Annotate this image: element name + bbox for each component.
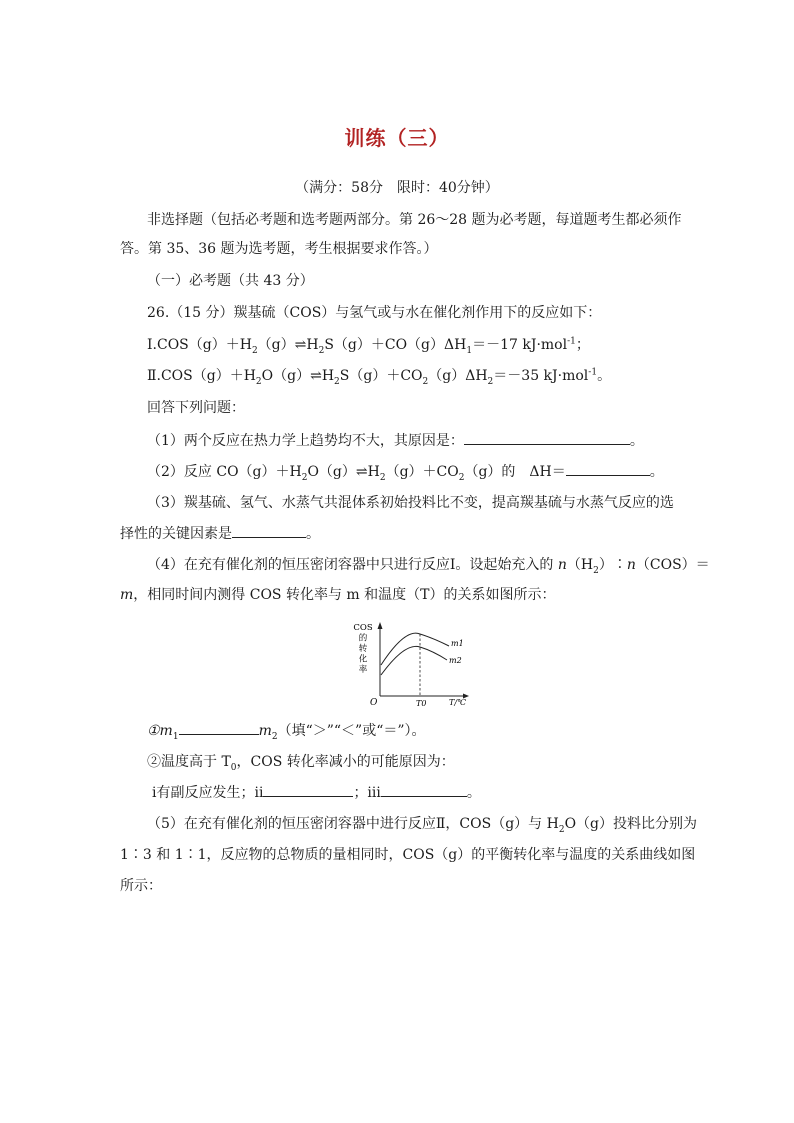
question-4-line-2: m，相同时间内测得 COS 转化率与 m 和温度（T）的关系如图所示： bbox=[120, 587, 556, 603]
answer-blank-4-iii[interactable] bbox=[381, 782, 467, 797]
origin-label: O bbox=[370, 698, 378, 708]
reaction-1: $Ⅰ.COS(g)+H_2(g)\rightleftharpoons H_2S(g)+CO(g)\Delta H_1=-17$ kJ·mol$^{-1}$； bbox=[147, 336, 590, 356]
cos-conversion-chart bbox=[345, 620, 475, 708]
question-4-3: ⅰ有副反应发生；ⅱ ；ⅲ 。 bbox=[152, 782, 712, 803]
y-axis-arrow bbox=[378, 622, 383, 629]
answer-blank-3[interactable] bbox=[232, 523, 306, 538]
answer-prompt: 回答下列问题： bbox=[147, 400, 245, 416]
question-1: （1）两个反应在热力学上趋势均不大，其原因是： 。 bbox=[147, 430, 707, 451]
answer-blank-4-1[interactable] bbox=[179, 720, 259, 735]
legend-m1: m1 bbox=[451, 639, 464, 648]
question-5-line-2: 1∶3 和 1∶1，反应物的总物质的量相同时，COS（g）的平衡转化率与温度的关系曲线如图 bbox=[120, 847, 696, 863]
intro-line-1: 非选择题（包括必考题和选考题两部分。第 26～28 题为必考题，每道题考生都必须作 bbox=[147, 212, 682, 228]
series-m1-line bbox=[381, 633, 449, 665]
section-heading: （一）必考题（共 43 分） bbox=[147, 273, 314, 289]
question-5-line-1: （5）在充有催化剂的恒压密闭容器中进行反应Ⅱ，COS（g）与 $H_2O(g)$投料比分别为 bbox=[147, 816, 698, 835]
intro-line-2: 答。第 35、36 题为选考题，考生根据要求作答。） bbox=[120, 241, 438, 257]
subtitle: （满分：58分 限时：40分钟） bbox=[295, 180, 499, 196]
answer-blank-2[interactable] bbox=[566, 461, 650, 476]
answer-blank-4-ii[interactable] bbox=[263, 782, 353, 797]
question-5-line-3: 所示： bbox=[120, 878, 162, 894]
question-4-2: ②温度高于 $T_0$，COS 转化率减小的可能原因为： bbox=[147, 754, 455, 773]
legend-m2: m2 bbox=[449, 656, 462, 665]
x-tick-t0: T0 bbox=[416, 699, 427, 708]
question-2: （2）反应 $CO(g)+H_2O(g)\rightleftharpoons H_2(g)+CO_2(g)$的 ΔH＝ 。 bbox=[147, 461, 707, 482]
question-4-line-1: （4）在充有催化剂的恒压密闭容器中只进行反应Ⅰ。设起始充入的 $n(H_2)∶n(COS)=$ bbox=[147, 557, 710, 576]
q26-stem: 26.（15 分）羰基硫（COS）与氢气或与水在催化剂作用下的反应如下： bbox=[147, 305, 602, 321]
question-4-1: $①m_1$ $m_2$（填“＞”“＜”或“＝”）。 bbox=[147, 720, 707, 741]
reaction-2: $Ⅱ.COS(g)+H_2O(g)\rightleftharpoons H_2S(g)+CO_2(g)\Delta H_2=-35$ kJ·mol$^{-1}$。 bbox=[147, 367, 612, 387]
y-axis-label: COS 的转化率 bbox=[353, 623, 373, 675]
answer-blank-1[interactable] bbox=[464, 430, 630, 445]
x-axis-label: T/℃ bbox=[449, 698, 466, 707]
question-3-line-2: 择性的关键因素是 。 bbox=[120, 523, 680, 544]
question-3-line-1: （3）羰基硫、氢气、水蒸气共混体系初始投料比不变，提高羰基硫与水蒸气反应的选 bbox=[147, 495, 674, 511]
page-title: 训练（三） bbox=[344, 126, 450, 150]
